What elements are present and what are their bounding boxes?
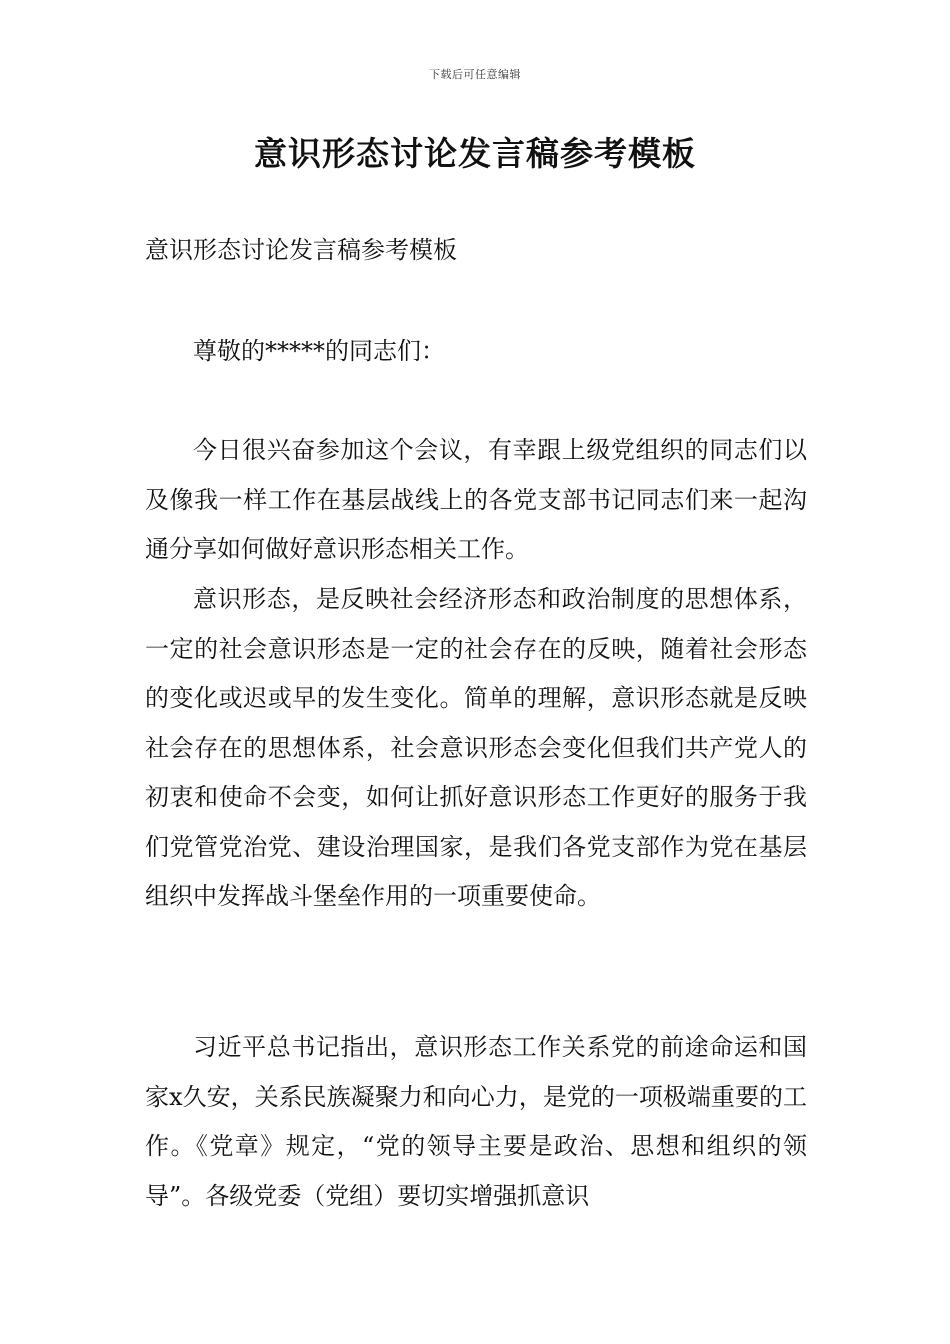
paragraph-1: 今日很兴奋参加这个会议，有幸跟上级党组织的同志们以及像我一样工作在基层战线上的各党支部书记同志们来一起沟通分享如何做好意识形态相关工作。	[145, 436, 807, 563]
paragraph-2: 意识形态，是反映社会经济形态和政治制度的思想体系，一定的社会意识形态是一定的社会存在的反映，随着社会形态的变化或迟或早的发生变化。简单的理解，意识形态就是反映社会存在的思想体系，社会意识形态会变化但我们共产党人的初衷和使命不会变，如何让抓好意识形态工作更好的服务于我们党管党治党、建设治理国家，是我们各党支部作为党在基层组织中发挥战斗堡垒作用的一项重要使命。	[145, 585, 807, 910]
header-note: 下载后可任意编辑	[429, 68, 521, 81]
document-title: 意识形态讨论发言稿参考模板	[254, 134, 696, 173]
salutation: 尊敬的*****的同志们：	[193, 337, 445, 365]
document-subtitle: 意识形态讨论发言稿参考模板	[145, 236, 457, 264]
paragraph-3: 习近平总书记指出，意识形态工作关系党的前途命运和国家x久安，关系民族凝聚力和向心力，是党的一项极端重要的工作。《党章》规定，“党的领导主要是政治、思想和组织的领导”。各级党委（党组）要切实增强抓意识	[145, 1033, 807, 1210]
